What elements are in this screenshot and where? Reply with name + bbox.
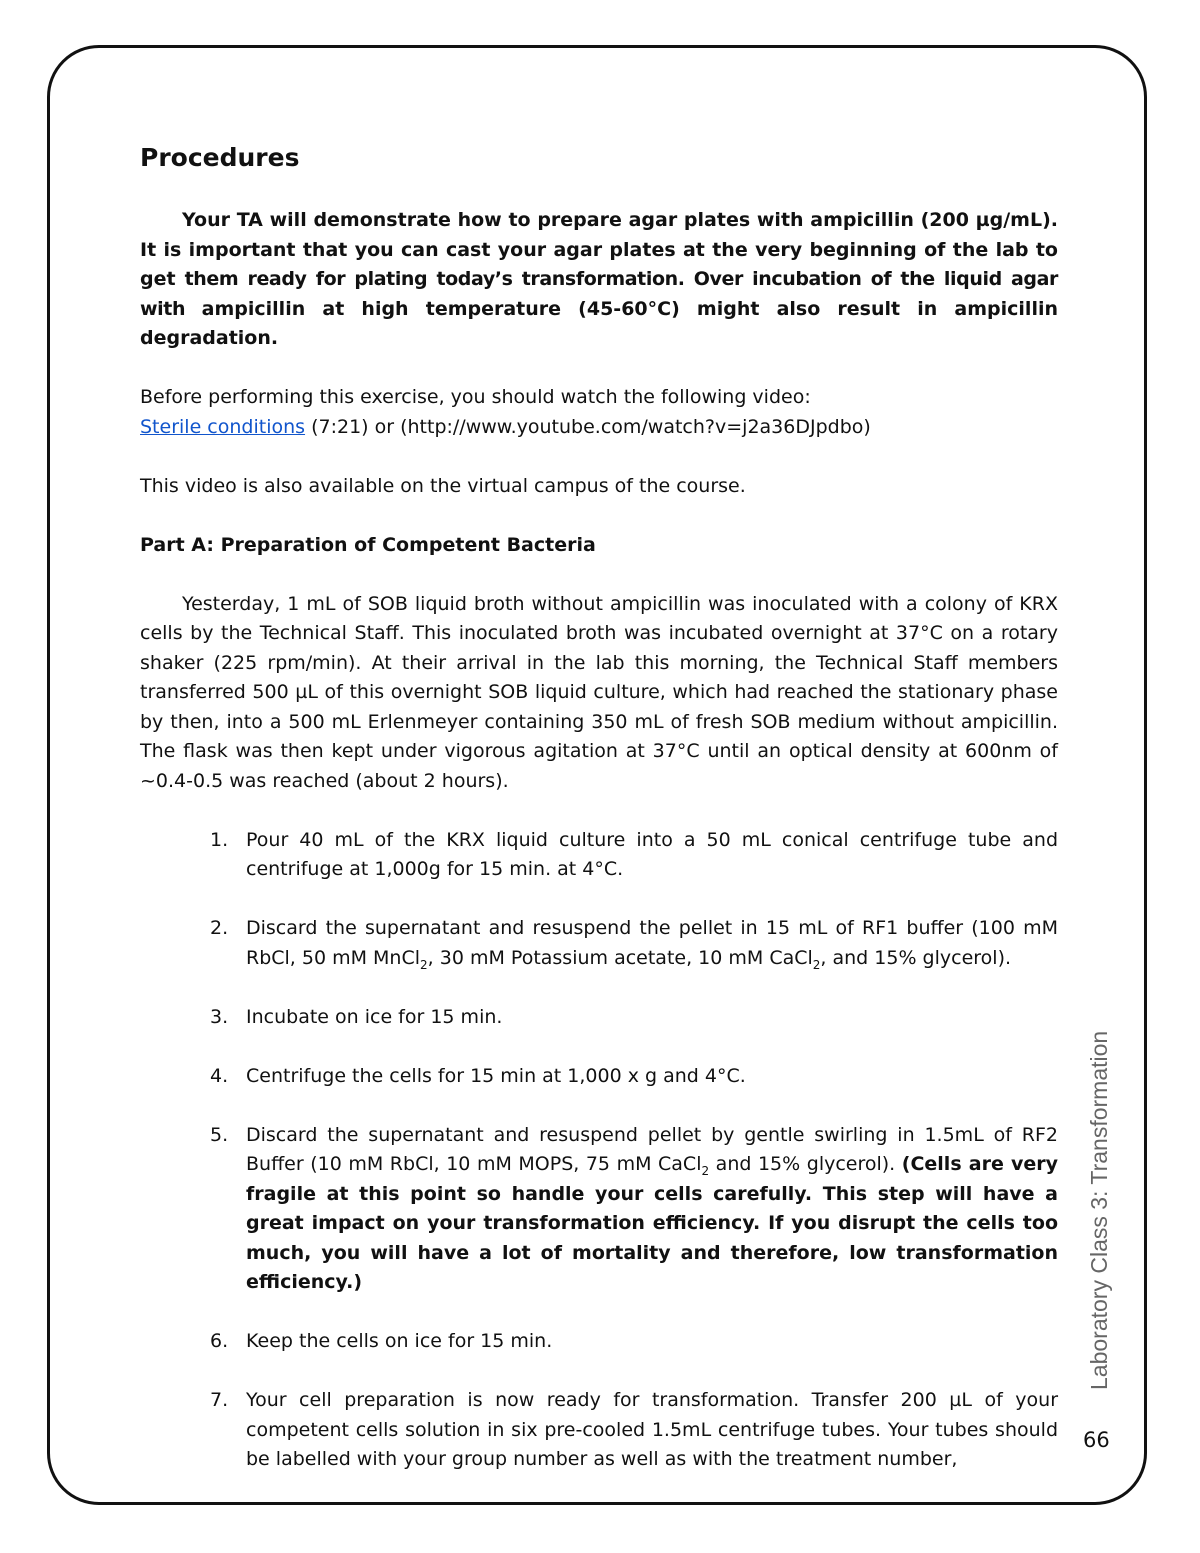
video-intro: Before performing this exercise, you should watch the following video: — [140, 386, 811, 408]
step-number: 4. — [210, 1064, 229, 1087]
spacer — [140, 501, 1058, 531]
step-text: Keep the cells on ice for 15 min. — [246, 1330, 553, 1352]
intro-paragraph — [140, 206, 1058, 354]
intro-bold-line: them ready for plating today’s transformation. Over incubation of the liquid agar with — [140, 268, 1058, 320]
step-text: Centrifuge the cells for 15 min at 1,000 x g and 4°C. — [246, 1064, 746, 1087]
subscript: 2 — [812, 957, 821, 972]
spacer — [140, 354, 1058, 384]
step-text: Discard the supernatant and resuspend the pellet in 15 mL of RF1 buffer (100 mM RbCl, 50 mM MnCl — [246, 917, 1058, 969]
step-item — [140, 1386, 1058, 1475]
video-url-text: (7:21) or (http://www.youtube.com/watch?v=j2a36DJpdbo) — [305, 415, 871, 438]
part-a-paragraph: Yesterday, 1 mL of SOB liquid broth without ampicillin was inoculated with a colony of KRX cells by the Technical Staff. This inoculated broth was incubated overnight at 37°C on a rotary shaker (225 rpm/min). At their arrival in the lab this morning, the Technical Staff members transferred 500 µL of this overnight SOB liquid culture, which had reached the stationary phase by then, into a 500 mL Erlenmeyer containing 350 mL of fresh SOB medium without ampicillin. The flask was then kept under vigorous agitation at 37°C until an optical density at 600nm of ~0.4-0.5 was reached (about 2 hours). — [140, 592, 1058, 792]
step-text: Discard the supernatant and resuspend pellet by gentle swirling in 1.5mL of RF2 Buffer (10 mM RbCl, 10 mM MOPS, 75 mM CaCl — [246, 1123, 1058, 1175]
step-number: 2. — [210, 917, 229, 939]
sterile-conditions-link[interactable]: Sterile conditions — [140, 415, 306, 438]
step-item — [140, 826, 1058, 885]
chapter-side-label: Laboratory Class 3: Transformation — [1086, 1030, 1112, 1390]
subscript: 2 — [701, 1163, 710, 1178]
step-warning: (Cells are very fragile at this point so handle your cells carefully. This step will have a great impact on your transformation efficiency. If you disrupt the cells too much, you will have a lot of mortality and therefore, low transformation efficiency.) — [246, 1153, 1058, 1293]
spacer — [140, 796, 1058, 826]
step-number: 1. — [210, 828, 229, 851]
step-text: , 30 mM Potassium acetate, 10 mM CaCl — [427, 946, 813, 969]
page-number: 66 — [1083, 1428, 1110, 1452]
step-text: Pour 40 mL of the KRX liquid culture into a 50 mL conical centrifuge tube and centrifuge at 1,000g for 15 min. at 4°C. — [246, 828, 1058, 880]
step-number: 5. — [210, 1123, 229, 1146]
document-body — [140, 140, 1058, 1475]
video-line — [140, 413, 1058, 443]
step-item — [140, 914, 1058, 973]
subscript: 2 — [420, 957, 428, 972]
step-item — [140, 1003, 1058, 1033]
step-text: Your cell preparation is now ready for transformation. Transfer 200 µL of your competent cells solution in six pre-cooled 1.5mL centrifuge tubes. Your tubes should be labelled with your group number as well as with the treatment number, — [246, 1389, 1058, 1470]
part-a-title: Part A: Preparation of Competent Bacteria — [140, 533, 596, 556]
procedure-steps — [140, 826, 1058, 1475]
step-text: , and 15% glycerol). — [820, 946, 1012, 969]
video-availability: This video is also available on the virtual campus of the course. — [140, 474, 746, 497]
step-number: 6. — [210, 1330, 229, 1352]
spacer — [140, 442, 1058, 472]
step-text: Incubate on ice for 15 min. — [246, 1005, 503, 1028]
step-text: and 15% glycerol). — [709, 1153, 902, 1175]
spacer — [140, 560, 1058, 590]
page-title: Procedures — [140, 143, 300, 172]
intro-line-3: ampicillin at high temperature (45-60°C) might also result in ampicillin degradation. — [140, 297, 1059, 349]
step-number: 3. — [210, 1005, 229, 1028]
step-item — [140, 1121, 1058, 1298]
step-item — [140, 1327, 1058, 1357]
intro-line-1: Your TA will demonstrate how to prepare agar plates with ampicillin (200 µg/mL). It is important that you can cast your agar plates at the very beginning of the lab to get — [140, 209, 1058, 290]
step-number: 7. — [210, 1389, 229, 1411]
step-item — [140, 1062, 1058, 1092]
